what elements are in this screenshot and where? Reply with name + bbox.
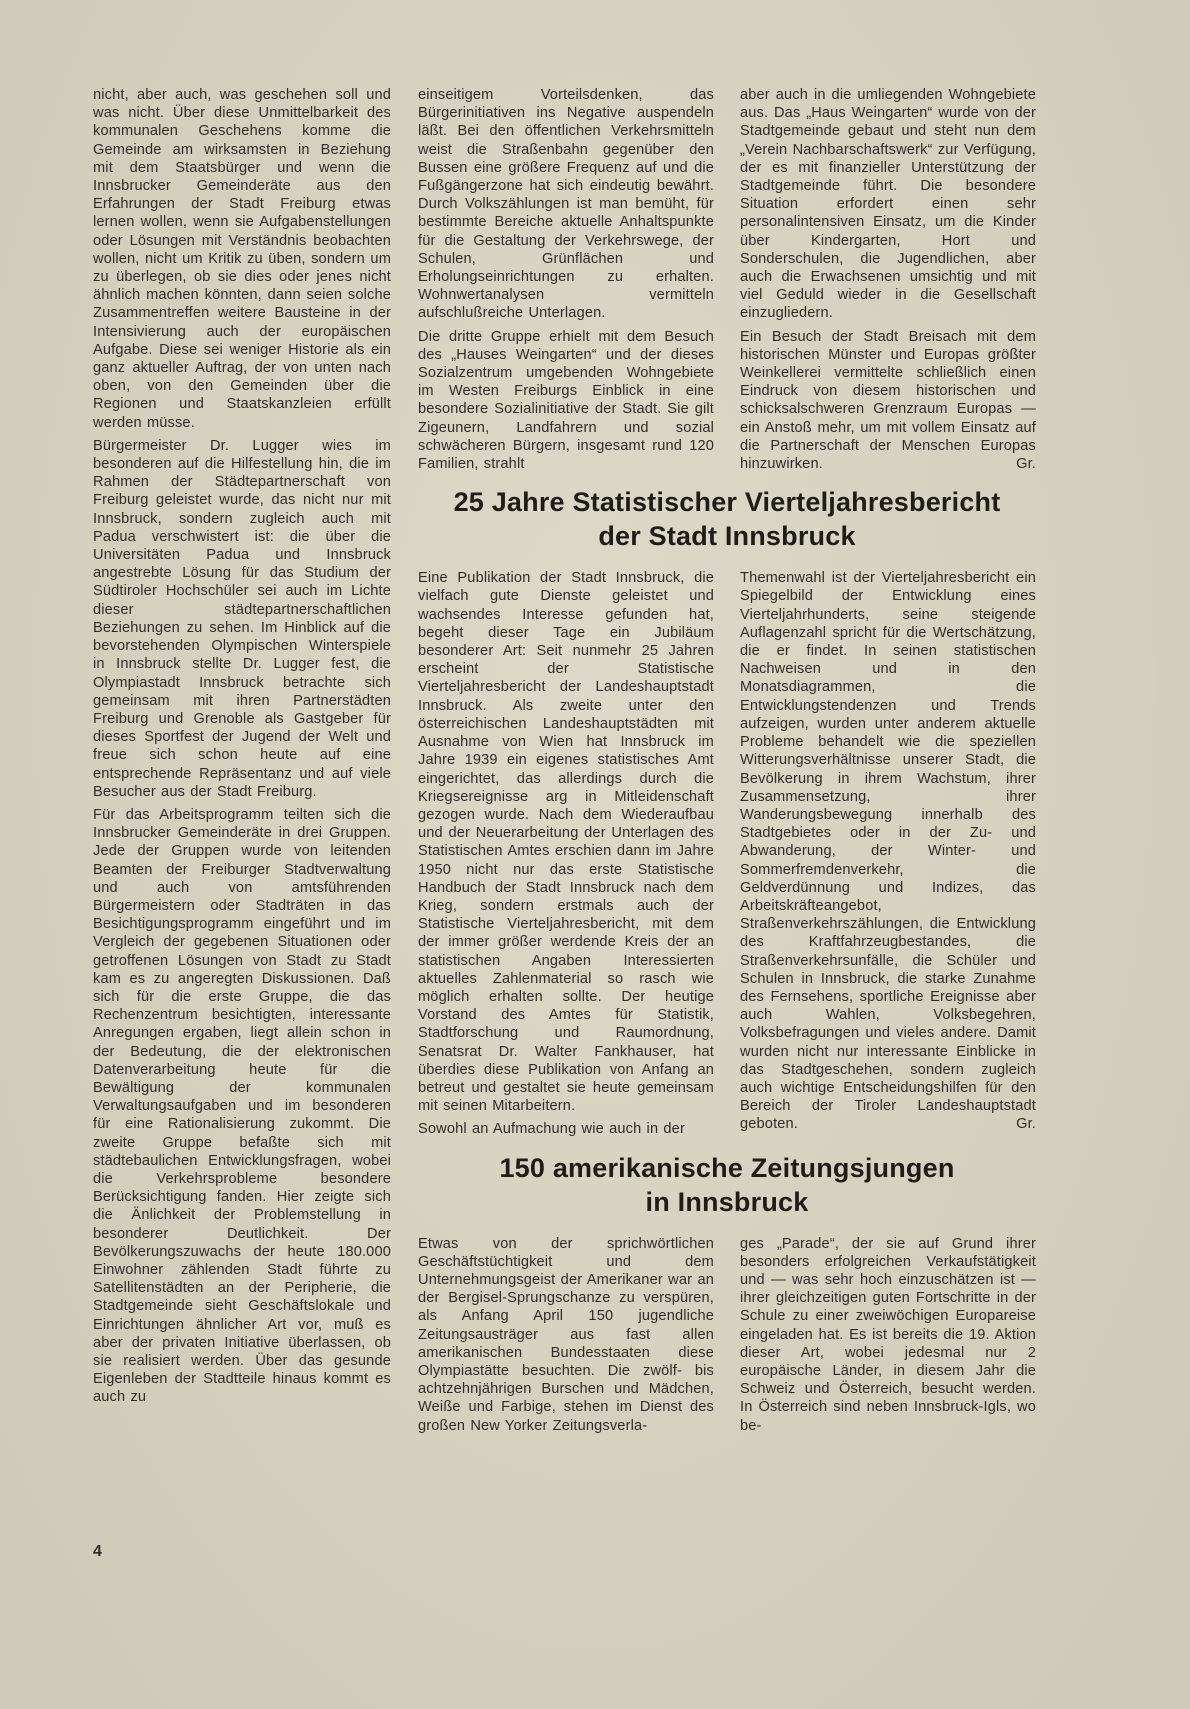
statistics-article-headline	[418, 485, 1036, 553]
author-initials: Gr.	[1016, 456, 1036, 473]
newsboys-column-2	[740, 1235, 1036, 1435]
author-initials: Gr.	[1016, 1116, 1036, 1133]
paragraph-text: Ein Besuch der Stadt Breisach mit dem historischen Münster und Europas größter Weinkellerei vermittelte schließlich einen Eindruck von diesem historischen und schicksalschweren Grenzraum Europas — ein Anstoß mehr, um mit vollem Einsatz auf die Partnerschaft der Menschen Europas hinzuwirken.	[740, 328, 1036, 473]
paragraph: Bürgermeister Dr. Lugger wies im besonderen auf die Hilfestellung hin, die im Rahmen der Städtepartnerschaft von Freiburg geleistet wurde, das nicht nur mit Innsbruck, sondern zugleich auch mit Padua verschwistert ist: die über die Universitäten Padua und Innsbruck angestrebte Lösung für das Studium der Südtiroler Hochschüler sei auch im Lichte dieser städtepartnerschaftlichen Beziehungen zu sehen. Im Hinblick auf die bevorstehenden Olympischen Winterspiele in Innsbruck stellte Dr. Lugger fest, die Olympiastadt Innsbruck betrachte sich gemeinsam mit ihren Partnerstädten Freiburg und Grenoble als Gastgeber für dieses Sportfest der Jugend der Welt und freue sich schon heute auf eine entsprechende Repräsentanz und auf viele Besucher aus der Stadt Freiburg.	[93, 437, 391, 800]
left-column	[93, 86, 391, 1407]
paragraph: nicht, aber auch, was geschehen soll und was nicht. Über diese Unmittelbarkeit des kommunalen Geschehens komme die Gemeinde am wirksamsten in Beziehung mit dem Staatsbürger und wenn die Innsbrucker Gemeinderäte aus den Erfahrungen der Stadt Freiburg etwas lernen wollen, wenn sie Aufgabenstellungen oder Lösungen mit Verständnis beobachten wollen, nicht um Kritik zu üben, sondern um zu überlegen, ob sie dies oder jenes nicht ähnlich machen könnten, dann seien solche Zusammentreffen weitere Bausteine in der Intensivierung auch der europäischen Aufgabe. Diese sei weniger Historie als ein ganz aktueller Auftrag, der von unten nach oben, von den Gemeinden über die Regionen und Staatskanzleien erfüllt werden müsse.	[93, 87, 391, 431]
newsboys-article-headline	[418, 1151, 1036, 1219]
middle-column	[418, 86, 714, 473]
statistics-column-1	[418, 569, 714, 1138]
headline-line: 25 Jahre Statistischer Vierteljahresbericht	[453, 487, 1001, 518]
paragraph: aber auch in die umliegenden Wohngebiete aus. Das „Haus Weingarten“ wurde von der Stadtgemeinde gebaut und steht nun dem „Verein Nachbarschaftswerk“ zur Verfügung, der es mit finanzieller Unterstützung der Stadtgemeinde führt. Die besondere Situation erfordert einen sehr personalintensiven Einsatz, um die Kinder über Kindergarten, Hort und Sonderschulen, die Jugendlichen, aber auch die Erwachsenen umsichtig und mit viel Geduld wieder in die Gesellschaft einzugliedern.	[740, 87, 1036, 322]
paragraph: Etwas von der sprichwörtlichen Geschäftstüchtigkeit und dem Unternehmungsgeist der Amerikaner war an der Bergisel-Sprungschanze zu verspüren, als Anfang April 150 jugendliche Zeitungsausträger aus fast allen amerikanischen Bundesstaaten diese Olympiastätte besuchten. Die zwölf- bis achtzehnjährigen Burschen und Mädchen, Weiße und Farbige, stehen im Dienst des großen New Yorker Zeitungsverla-	[418, 1235, 714, 1434]
paragraph: Eine Publikation der Stadt Innsbruck, die vielfach gute Dienste geleistet und wachsendes Interesse gefunden hat, begeht dieser Tage ein Jubiläum besonderer Art: Seit nunmehr 25 Jahren erscheint der Statistische Vierteljahresbericht der Landeshauptstadt Innsbruck. Als zweite unter den österreichischen Landeshauptstädten mit Ausnahme von Wien hat Innsbruck im Jahre 1939 ein eigenes statistisches Amt eingerichtet, das allerdings durch die Kriegsereignisse arg in Mitleidenschaft gezogen wurde. Nach dem Wiederaufbau und der Neuerarbeitung der Unterlagen des Statistischen Amtes erschien dann im Jahre 1950 nicht nur das erste Statistische Handbuch der Stadt Innsbruck nach dem Krieg, sondern erstmals auch der Statistische Vierteljahresbericht, mit dem der immer größer werdende Kreis der an statistischen Angaben Interessierten aktuelles Zahlenmaterial so rasch wie möglich erhalten sollte. Der heutige Vorstand des Amtes für Statistik, Stadtforschung und Raumordnung, Senatsrat Dr. Walter Fankhauser, hat überdies diese Publikation von Anfang an betreut und gestaltet sie heute gemeinsam mit seinen Mitarbeitern.	[418, 570, 714, 1115]
statistics-article-columns	[418, 569, 1036, 1138]
paragraph: einseitigem Vorteilsdenken, das Bürgerinitiativen ins Negative auspendeln läßt. Bei den öffentlichen Verkehrsmitteln weist die Straßenbahn gegenüber den Bussen eine größere Frequenz auf und die Fußgängerzone hat sich eindeutig bewährt. Durch Volkszählungen ist man bemüht, für bestimmte Bereiche aktuelle Anhaltspunkte für die Gestaltung der Verkehrswege, der Schulen, Grünflächen und Erholungseinrichtungen zu erhalten. Wohnwertanalysen vermitteln aufschlußreiche Unterlagen.	[418, 87, 714, 322]
headline-line: 150 amerikanische Zeitungsjungen	[499, 1152, 955, 1183]
statistics-column-2	[740, 569, 1036, 1138]
paragraph: Für das Arbeitsprogramm teilten sich die Innsbrucker Gemeinderäte in drei Gruppen. Jede der Gruppen wurde von leitenden Beamten der Freiburger Stadtverwaltung und auch von amtsführenden Bürgermeistern oder Stadträten in das Besichtigungsprogramm eingeführt und im Vergleich der gegebenen Situationen oder getroffenen Lösungen von Stadt zu Stadt kam es zu angeregten Diskussionen. Daß sich für die erste Gruppe, die das Rechenzentrum besichtigten, interessante Anregungen ergaben, liegt allein schon in der Bedeutung, die der elektronischen Datenverarbeitung heute für die Bewältigung der kommunalen Verwaltungsaufgaben und im besonderen für eine Rationalisierung zukommt. Die zweite Gruppe befaßte sich mit städtebaulichen Entwicklungsfragen, wobei die Verkehrsprobleme besondere Berücksichtigung fanden. Hier zeigte sich die Änlichkeit der Problemstellung in besonderer Deutlichkeit. Der Bevölkerungszuwachs der heute 180.000 Einwohner zählenden Stadt führte zu Satellitenstädten an der Peripherie, die Stadtgemeinde sieht Geschäftslokale und Einrichtungen ähnlicher Art vor, muß es aber der privaten Initiative überlassen, ob sie realisiert werden. Über das gesunde Eigenleben der Stadtteile hinaus kommt es auch zu	[93, 806, 391, 1406]
headline-line: der Stadt Innsbruck	[598, 521, 856, 552]
paragraph: Sowohl an Aufmachung wie auch in der	[418, 1121, 685, 1138]
continuation-columns	[418, 86, 1036, 473]
right-region	[418, 86, 1036, 1435]
right-column	[740, 86, 1036, 473]
paragraph: ges „Parade“, der sie auf Grund ihrer besonders erfolgreichen Verkaufstätigkeit und — was sehr hoch einzuschätzen ist — ihrer gleichzeitigen guten Fortschritte in der Schule zu einer zweiwöchigen Europareise eingeladen hat. Es ist bereits die 19. Aktion dieser Art, wobei jedesmal nur 2 europäische Länder, in diesem Jahr die Schweiz und Österreich, besucht werden. In Österreich sind neben Innsbruck-Igls, wo be-	[740, 1235, 1036, 1434]
paragraph	[740, 328, 1036, 474]
newsboys-column-1	[418, 1235, 714, 1435]
paragraph-text: Themenwahl ist der Vierteljahresbericht ein Spiegelbild der Entwicklung eines Vierteljahrhunderts, seine steigende Auflagenzahl spricht für die Wertschätzung, die er findet. In seinen statistischen Nachweisen und in den Monatsdiagrammen, die Entwicklungstendenzen und Trends aufzeigen, wurden unter anderem aktuelle Probleme behandelt wie die speziellen Witterungsverhältnisse unserer Stadt, die Bevölkerung in ihrem Wachstum, ihrer Zusammensetzung, ihrer Wanderungsbewegung innerhalb des Stadtgebietes oder in der Zu- und Abwanderung, der Winter- und Sommerfremdenverkehr, die Geldverdünnung und Indizes, das Arbeitskräfteangebot, Straßenverkehrszählungen, die Entwicklung des Kraftfahrzeugbestandes, die Straßenverkehrsunfälle, die Schüler und Schulen in Innsbruck, die starke Zunahme des Fernsehens, sportliche Ereignisse aber auch Wahlen, Volksbegehren, Volksbefragungen und vieles andere. Damit wurden nicht nur interessante Einblicke in das Stadtgeschehen, sondern zugleich auch wichtige Entscheidungshilfen für den Bereich der Tiroler Landeshauptstadt geboten.	[740, 570, 1036, 1133]
newsboys-article-columns	[418, 1235, 1036, 1435]
page-number: 4	[93, 1543, 102, 1560]
headline-line: in Innsbruck	[645, 1186, 809, 1217]
paragraph	[740, 569, 1036, 1133]
paragraph: Die dritte Gruppe erhielt mit dem Besuch des „Hauses Weingarten“ und der dieses Sozialzentrum umgebenden Wohngebiete im Westen Freiburgs Einblick in eine besondere Sozialinitiative der Stadt. Sie gilt Zigeunern, Landfahrern und sozial schwächeren Bürgern, insgesamt rund 120 Familien, strahlt	[418, 328, 714, 473]
